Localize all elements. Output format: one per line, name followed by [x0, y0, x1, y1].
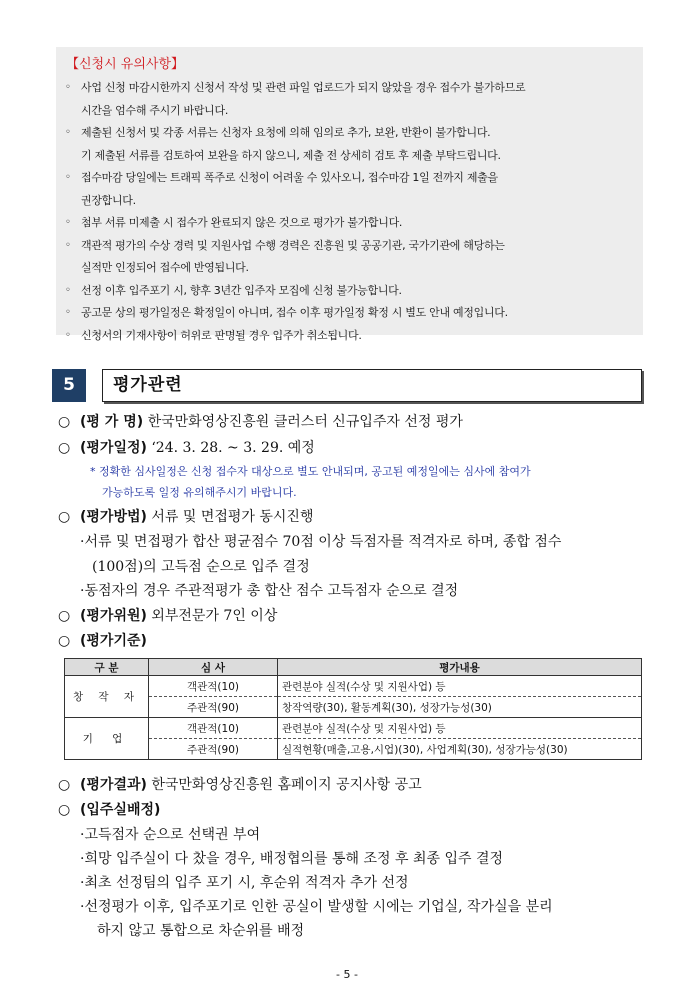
notice-list [62, 77, 637, 347]
notice-item: ◦ 신청서의 기재사항이 허위로 판명될 경우 입주가 취소됩니다. [65, 328, 362, 342]
review-content: 관련분야 실적(수상 및 지원사업) 등 [278, 676, 642, 697]
table-row [65, 739, 642, 760]
notice-item-cont: 실적만 인정되어 접수에 반영됩니다. [81, 261, 249, 274]
notice-item-cont: 권장합니다. [81, 193, 136, 207]
notice-item: ◦ 접수마감 당일에는 트래픽 폭주로 신청이 어려울 수 있사오니, 접수마감 1일 전까지 제출을 [65, 171, 498, 184]
room-sub: ·희망 입주실이 다 찼을 경우, 배정협의를 통해 조정 후 최종 입주 결정 [80, 851, 504, 867]
notice-item: ◦ 공고문 상의 평가일정은 확정일이 아니며, 접수 이후 평가일정 확정 시 별도 안내 예정입니다. [65, 306, 508, 319]
notice-item-cont: 기 제출된 서류를 검토하여 보완을 하지 않으니, 제출 전 상세히 검토 후 제출 부탁드립니다. [81, 148, 501, 162]
room-sub-cont: 하지 않고 통합으로 차순위를 배정 [97, 923, 305, 939]
eval-note-line2: 가능하도록 일정 유의해주시기 바랍니다. [102, 486, 297, 499]
notice-item: ◦ 객관적 평가의 수상 경력 및 지원사업 수행 경력은 진흥원 및 공공기관, 국가기관에 해당하는 [65, 238, 505, 252]
review-type: 주관적(90) [149, 697, 278, 718]
room-sub: ·최초 선정팀의 입주 포기 시, 후순위 적격자 추가 선정 [80, 875, 409, 891]
notice-item: ◦ 첨부 서류 미제출 시 접수가 완료되지 않은 것으로 평가가 불가합니다. [65, 216, 403, 229]
section-header [52, 369, 643, 402]
page-number: - 5 - [336, 968, 358, 981]
eval-method-sub1-cont: (100점)의 고득점 순으로 입주 결정 [92, 559, 310, 575]
table-header-row [65, 659, 642, 676]
group-name: 창 작 자 [65, 676, 149, 718]
review-content: 관련분야 실적(수상 및 지원사업) 등 [278, 718, 642, 739]
room-sub: ·선정평가 이후, 입주포기로 인한 공실이 발생할 시에는 기업실, 작가실을 분리 [80, 899, 553, 915]
criteria-table [64, 658, 642, 760]
review-content: 창작역량(30), 활동계획(30), 성장가능성(30) [278, 697, 642, 718]
eval-method-sub1: ·서류 및 면접평가 합산 평균점수 70점 이상 득점자를 적격자로 하며, 종합 점수 [80, 534, 562, 550]
room-sub: ·고득점자 순으로 선택권 부여 [80, 827, 261, 843]
notice-item: ◦ 사업 신청 마감시한까지 신청서 작성 및 관련 파일 업로드가 되지 않았을 경우 접수가 불가하므로 [65, 81, 526, 94]
table-row [65, 718, 642, 739]
result-item: ○ (평가결과) 한국만화영상진흥원 홈페이지 공지사항 공고 [58, 777, 422, 793]
notice-item-cont: 시간을 엄수해 주시기 바랍니다. [81, 103, 229, 117]
table-header: 평가내용 [278, 659, 642, 676]
eval-method-sub2: ·동점자의 경우 주관적평가 총 합산 점수 고득점자 순으로 결정 [80, 583, 459, 599]
review-type: 객관적(10) [149, 676, 278, 697]
notice-item: ◦ 선정 이후 입주포기 시, 향후 3년간 입주자 모집에 신청 불가능합니다. [65, 283, 402, 297]
room-item: ○ (입주실배정) [58, 802, 161, 818]
notice-item: ◦ 제출된 신청서 및 각종 서류는 신청자 요청에 의해 임의로 추가, 보완, 반환이 불가합니다. [65, 126, 491, 139]
review-content: 실적현황(매출,고용,시업)(30), 사업계획(30), 성장가능성(30) [278, 739, 642, 760]
evaluators-item: ○ (평가위원) 외부전문가 7인 이상 [58, 608, 278, 624]
eval-note-line1: * 정확한 심사일정은 신청 접수자 대상으로 별도 안내되며, 공고된 예정일에는 심사에 참여가 [90, 465, 531, 478]
criteria-item: ○ (평가기준) [58, 633, 147, 649]
review-type: 객관적(10) [149, 718, 278, 739]
table-header: 구 분 [65, 659, 149, 676]
table-row [65, 697, 642, 718]
notice-title: 【신청시 유의사항】 [66, 57, 185, 72]
review-type: 주관적(90) [149, 739, 278, 760]
eval-name-item: ○ (평 가 명) 한국만화영상진흥원 클러스터 신규입주자 선정 평가 [58, 414, 463, 430]
eval-date-item: ○ (평가일정) ‘24. 3. 28. ~ 3. 29. 예정 [58, 440, 315, 456]
table-header: 심 사 [149, 659, 278, 676]
notice-box [56, 47, 643, 342]
section-title: 평가관련 [113, 375, 183, 395]
section-title-box [102, 369, 642, 402]
group-name: 기 업 [65, 718, 149, 760]
table-row [65, 676, 642, 697]
section-number: 5 [52, 369, 86, 402]
eval-method-item: ○ (평가방법) 서류 및 면접평가 동시진행 [58, 509, 314, 525]
